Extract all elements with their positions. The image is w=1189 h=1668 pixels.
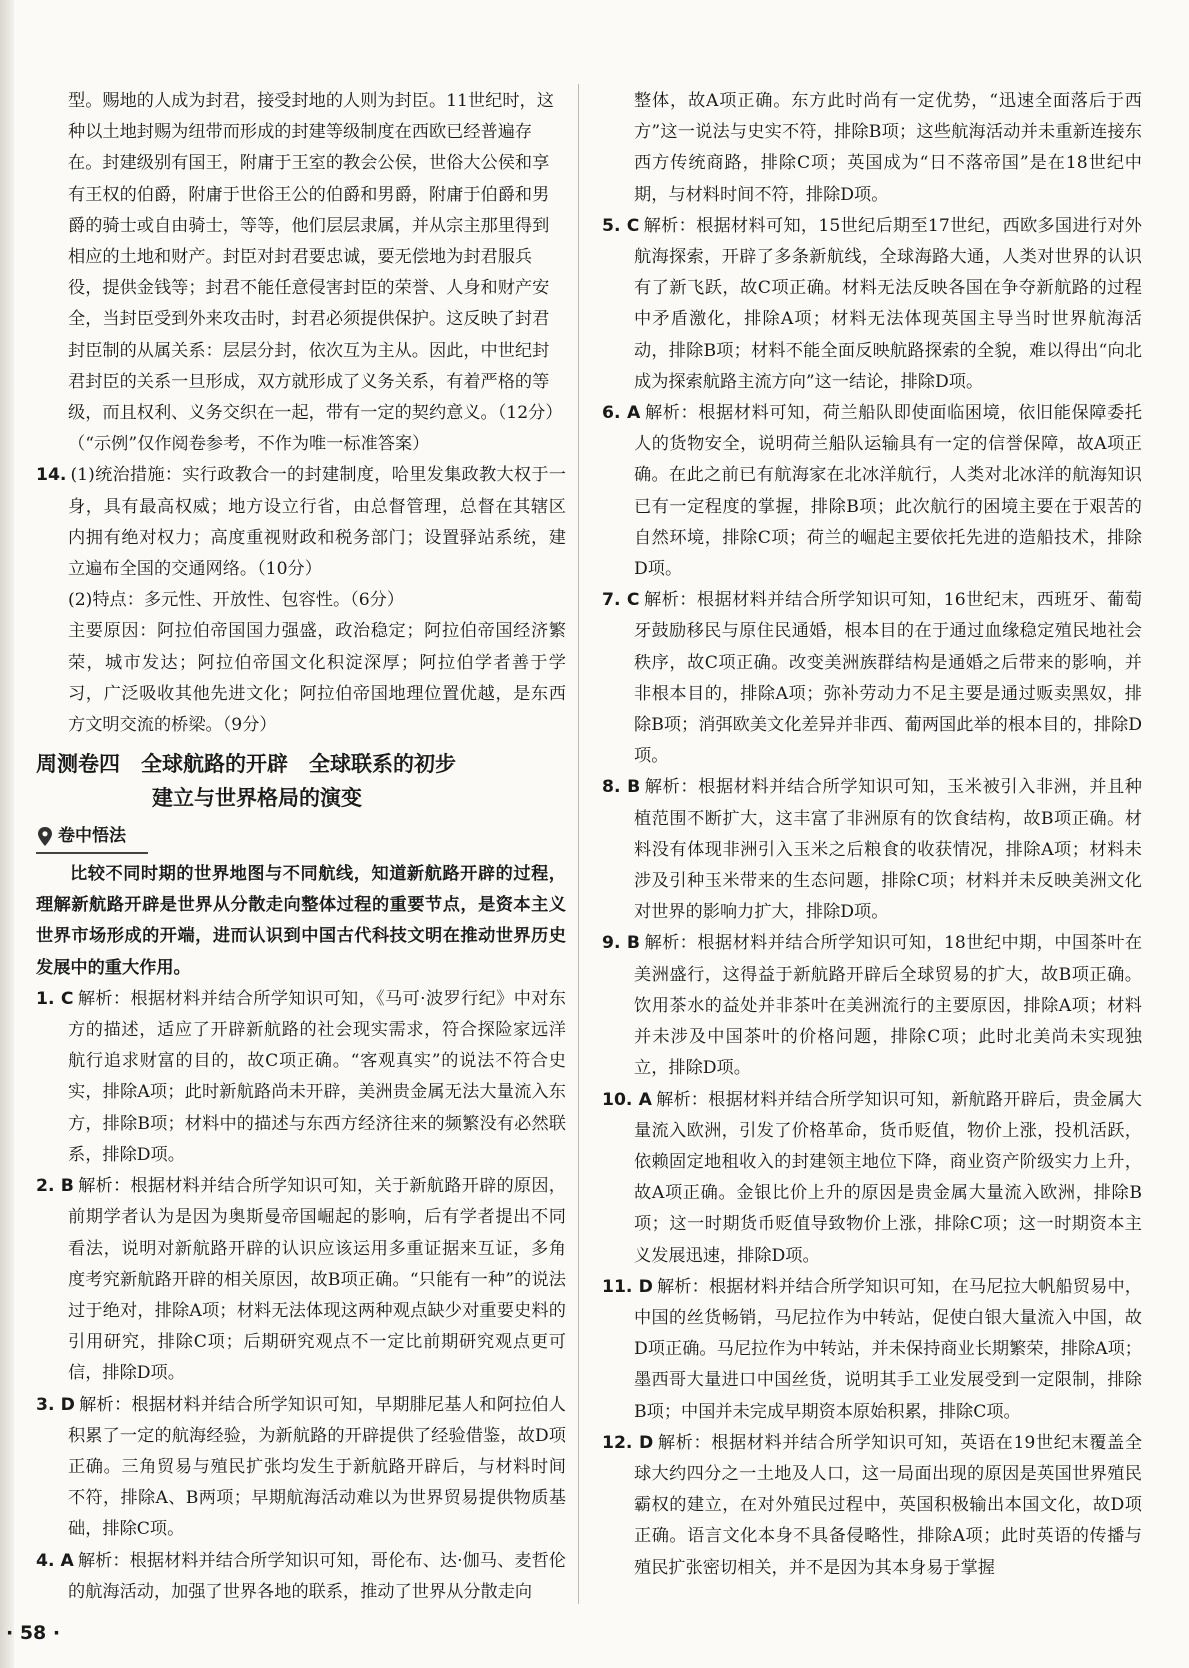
binding-edge [0,0,14,1668]
page-number: · 58 · [6,1622,61,1644]
answer-14-part2: (2)特点：多元性、开放性、包容性。（6分） [68,590,405,611]
text-line: 级，而且权利、义务交织在一起，带有一定的契约意义。（12分） [68,403,563,424]
section-title-line1: 周测卷四 全球航路的开辟 全球联系的初步 [36,752,456,777]
text-line: 爵的骑士或自由骑士，等等，他们层层隶属，并从宗主那里得到 [68,215,550,236]
text-line: 相应的土地和财产。封臣对封君要忠诚，要无偿地为封君服兵 [68,247,533,268]
answer-14-part3: 主要原因：阿拉伯帝国国力强盛，政治稳定；阿拉伯帝国经济繁荣，城市发达；阿拉伯帝国文化积淀深厚；阿拉伯学者善于学习，广泛吸收其他先进文化；阿拉伯帝国地理位置优越，是东西方文明交流的桥梁。（9分） [68,621,566,736]
answer-14-part1 [36,460,566,585]
answer-text: 解析：根据材料并结合所学知识可知，新航路开辟后，贵金属大量流入欧洲，引发了价格革命，货币贬值，物价上涨，投机活跃，依赖固定地租收入的封建领主地位下降，商业资产阶级实力上升，故A项正确。金银比价上升的原因是贵金属大量流入欧洲，排除B项；这一时期货币贬值导致物价上涨，排除C项；这一时期资本主义发展迅速，排除D项。 [634,1089,1142,1266]
question-number: 14. [36,465,67,486]
tip-badge [36,821,148,854]
answer-14 [36,460,566,741]
answer-item [602,1272,1142,1428]
answer-text: (1)统治措施：实行政教合一的封建制度，哈里发集政教大权于一身，具有最高权威；地方设立行省，由总督管理，总督在其辖区内拥有绝对权力；高度重视财政和税务部门；设置驿站系统，建立遍布全国的交通网络。（10分） [68,465,566,580]
continued-answer-4: 整体，故A项正确。东方此时尚有一定优势，“迅速全面落后于西方”这一说法与史实不符，排除B项；这些航海活动并未重新连接东西方传统商路，排除C项；英国成为“日不落帝国”是在18世纪中期，与材料时间不符，排除D项。 [634,91,1142,205]
tip-text: 比较不同时期的世界地图与不同航线，知道新航路开辟的过程，理解新航路开辟是世界从分散走向整体过程的重要节点，是资本主义世界市场形成的开端，进而认识到中国古代科技文明在推动世界历史发展中的重大作用。 [36,864,566,978]
question-number: 11. D [602,1276,653,1297]
answer-item [36,1171,566,1389]
answer-item [602,211,1142,398]
answer-text: 解析：根据材料并结合所学知识可知，早期腓尼基人和阿拉伯人积累了一定的航海经验，为新航路的开辟提供了经验借鉴，故D项正确。三角贸易与殖民扩张均发生于新航路开辟后，与材料时间不符，排除A、B两项；早期航海活动难以为世界贸易提供物质基础，排除C项。 [68,1394,566,1540]
tip-label: 卷中悟法 [58,826,126,847]
answer-item [602,1428,1142,1584]
question-number: 12. D [602,1432,654,1453]
text-line: 种以土地封赐为纽带而形成的封建等级制度在西欧已经普遍存 [68,122,533,143]
answer-item [36,984,566,1171]
answer-text: 解析：根据材料可知，15世纪后期至17世纪，西欧多国进行对外航海探索，开辟了多条新航线，全球海路大通，人类对世界的认识有了新飞跃，故C项正确。材料无法反映各国在争夺新航路的过程中矛盾激化，排除A项；材料无法体现英国主导当时世界航海活动，排除B项；材料不能全面反映航路探索的全貌，难以得出“向北成为探索航路主流方向”这一结论，排除D项。 [634,215,1142,392]
answer-text: 解析：根据材料可知，荷兰船队即使面临困境，依旧能保障委托人的货物安全，说明荷兰船队运输具有一定的信誉保障，故A项正确。在此之前已有航海家在北冰洋航行，人类对北冰洋的航海知识已有一定程度的掌握，排除B项；此次航行的困境主要在于艰苦的自然环境，排除C项；荷兰的崛起主要依托先进的造船技术，排除D项。 [634,403,1142,580]
text-line: 在。封建级别有国王，附庸于王室的教会公侯，世俗大公侯和享 [68,153,550,174]
question-number: 4. A [36,1550,74,1571]
question-number: 5. C [602,215,640,236]
question-number: 1. C [36,988,74,1009]
answer-item [36,1546,566,1608]
answer-item [602,398,1142,585]
continued-answer-13 [36,86,566,460]
answer-text: 解析：根据材料并结合所学知识可知，哥伦布、达·伽马、麦哲伦的航海活动，加强了世界各地的联系，推动了世界从分散走向 [68,1550,566,1602]
answer-item [602,772,1142,928]
question-number: 8. B [602,777,641,798]
answer-text: 解析：根据材料并结合所学知识可知，英语在19世纪末覆盖全球大约四分之一土地及人口，这一局面出现的原因是英国世界殖民霸权的建立，在对外殖民过程中，英国积极输出本国文化，故D项正确。语言文化本身不具备侵略性，排除A项；此时英语的传播与殖民扩张密切相关，并不是因为其本身易于掌握 [634,1432,1143,1578]
question-number: 6. A [602,403,641,424]
grading-note: （“示例”仅作阅卷参考，不作为唯一标准答案） [68,434,430,455]
question-number: 2. B [36,1176,74,1197]
question-number: 10. A [602,1089,652,1110]
text-line: 全，当封臣受到外来攻击时，封君必须提供保护。这反映了封君 [68,309,550,330]
left-column [36,86,566,1608]
question-number: 3. D [36,1394,75,1415]
answer-item [602,585,1142,772]
answer-text: 解析：根据材料并结合所学知识可知，关于新航路开辟的原因，前期学者认为是因为奥斯曼帝国崛起的影响，后有学者提出不同看法，说明对新航路开辟的认识应该运用多重证据来互证，多角度考究新航路开辟的相关原因，故B项正确。“只能有一种”的说法过于绝对，排除A项；材料无法体现这两种观点缺少对重要史料的引用研究，排除C项；后期研究观点不一定比前期研究观点更可信，排除D项。 [68,1176,566,1384]
right-column [602,86,1142,1584]
section-title-line2: 建立与世界格局的演变 [152,786,362,811]
answer-item [602,1085,1142,1272]
answer-item [36,1390,566,1546]
section-title [36,747,566,815]
answer-text: 解析：根据材料并结合所学知识可知，18世纪中期，中国茶叶在美洲盛行，这得益于新航路开辟后全球贸易的扩大，故B项正确。饮用茶水的益处并非茶叶在美洲流行的主要原因，排除A项；材料并未涉及中国茶叶的价格问题，排除C项；此时北美尚未实现独立，排除D项。 [634,933,1143,1079]
question-number: 7. C [602,590,640,611]
answer-list-right [602,211,1142,1584]
map-pin-icon [36,826,54,848]
text-line: 君封臣的关系一旦形成，双方就形成了义务关系，有着严格的等 [68,371,550,392]
question-number: 9. B [602,933,641,954]
text-line: 封臣制的从属关系：层层分封，依次互为主从。因此，中世纪封 [68,340,550,361]
answer-list-left [36,984,566,1608]
column-divider [578,84,579,1604]
text-line: 有王权的伯爵，附庸于世俗王公的伯爵和男爵，附庸于伯爵和男 [68,184,550,205]
text-line: 型。赐地的人成为封君，接受封地的人则为封臣。11世纪时，这 [68,91,554,111]
answer-text: 解析：根据材料并结合所学知识可知，《马可·波罗行纪》中对东方的描述，适应了开辟新航路的社会现实需求，符合探险家远洋航行追求财富的目的，故C项正确。“客观真实”的说法不符合史实，排除A项；此时新航路尚未开辟，美洲贵金属无法大量流入东方，排除B项；材料中的描述与东西方经济往来的频繁没有必然联系，排除D项。 [68,988,566,1165]
answer-item [602,928,1142,1084]
answer-text: 解析：根据材料并结合所学知识可知，16世纪末，西班牙、葡萄牙鼓励移民与原住民通婚，根本目的在于通过血缘稳定殖民地社会秩序，故C项正确。改变美洲族群结构是通婚之后带来的影响，并非根本目的，排除A项；弥补劳动力不足主要是通过贩卖黑奴，排除B项；消弭欧美文化差异并非西、葡两国此举的根本目的，排除D项。 [634,590,1143,767]
text-line: 役，提供金钱等；封君不能任意侵害封臣的荣誉、人身和财产安 [68,278,550,299]
answer-text: 解析：根据材料并结合所学知识可知，在马尼拉大帆船贸易中，中国的丝货畅销，马尼拉作为中转站，促使白银大量流入中国，故D项正确。马尼拉作为中转站，并未保持商业长期繁荣，排除A项；墨西哥大量进口中国丝货，说明其手工业发展受到一定限制，排除B项；中国并未完成早期资本原始积累，排除C项。 [634,1276,1142,1422]
answer-text: 解析：根据材料并结合所学知识可知，玉米被引入非洲，并且种植范围不断扩大，这丰富了非洲原有的饮食结构，故B项正确。材料没有体现非洲引入玉米之后粮食的收获情况，排除A项；材料未涉及引种玉米带来的生态问题，排除C项；材料并未反映美洲文化对世界的影响力扩大，排除D项。 [634,777,1142,923]
